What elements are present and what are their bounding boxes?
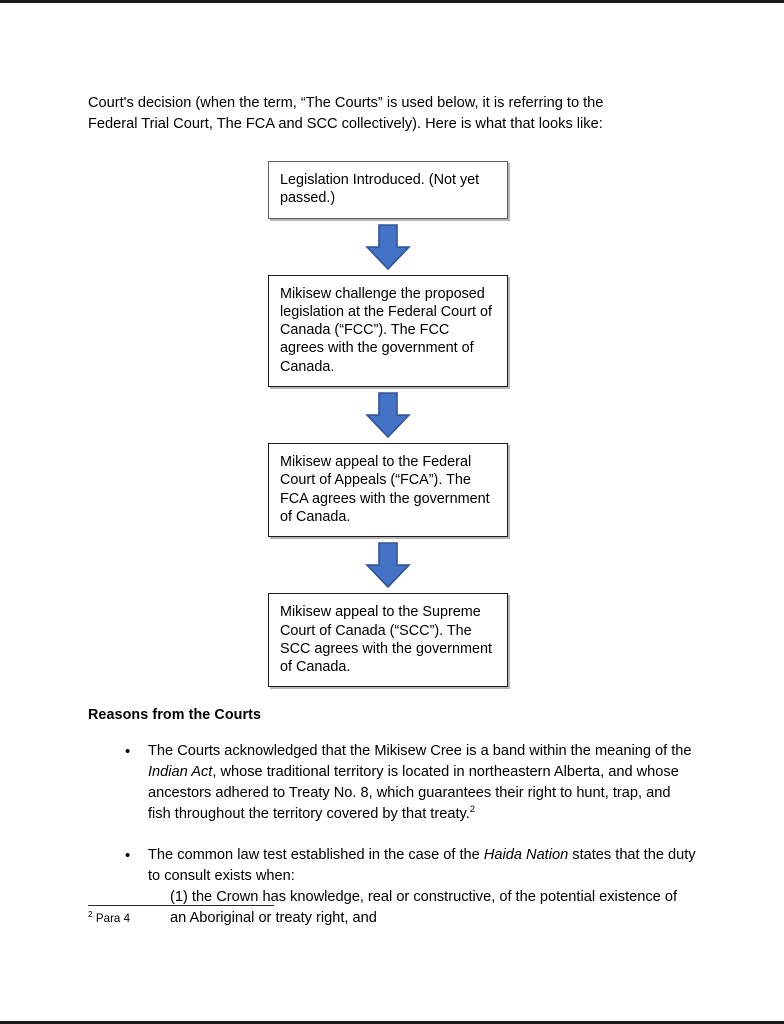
flow-step-scc bbox=[268, 593, 508, 687]
flowchart bbox=[88, 161, 696, 687]
section-heading-reasons: Reasons from the Courts bbox=[88, 707, 262, 724]
flow-step-text: Mikisew appeal to the Supreme Court of Canada (“SCC”). The SCC agrees with the government of Canada. bbox=[280, 604, 492, 676]
down-arrow-icon bbox=[365, 541, 411, 589]
bullet-text-part1: The Courts acknowledged that the Mikisew Cree is a band within the meaning of the bbox=[148, 743, 692, 760]
flow-arrow-1 bbox=[268, 219, 508, 275]
bullet-text-part2: states that the duty to consult exists when: bbox=[148, 847, 696, 885]
footnote-body: Para 4 bbox=[92, 912, 131, 925]
list-item bbox=[88, 741, 696, 825]
footnote bbox=[88, 911, 648, 926]
bullet-marker: • bbox=[125, 847, 131, 865]
footnote-area bbox=[88, 905, 648, 926]
footnote-separator bbox=[88, 905, 274, 906]
flow-step-fca bbox=[268, 443, 508, 537]
bullet-text bbox=[148, 741, 696, 825]
intro-paragraph: Court's decision (when the term, “The Courts” is used below, it is referring to the Federal Trial Court, The FCA and SCC collectively). Here is what that looks like: bbox=[88, 95, 604, 132]
flow-step-text: Legislation Introduced. (Not yet passed.) bbox=[280, 172, 480, 207]
bullet-italic-haida-nation: Haida Nation bbox=[483, 847, 569, 864]
bullet-text bbox=[148, 845, 696, 887]
down-arrow-icon bbox=[365, 391, 411, 439]
down-arrow-icon bbox=[365, 223, 411, 271]
flow-arrow-3 bbox=[268, 537, 508, 593]
footnote-number: 2 bbox=[88, 909, 93, 920]
bullet-text-part1: The common law test established in the case of the bbox=[148, 847, 484, 864]
bullet-sub-line: (1) the Crown has knowledge, real or constructive, of the potential existence of an Aboriginal or treaty right, and bbox=[170, 889, 677, 927]
bullet-italic-indian-act: Indian Act bbox=[148, 764, 213, 781]
flow-step-text: Mikisew appeal to the Federal Court of Appeals (“FCA”). The FCA agrees with the government of Canada. bbox=[280, 454, 490, 525]
bullet-text-part2: , whose traditional territory is located in northeastern Alberta, and whose ancestors adhered to Treaty No. 8, which guarantees their right to hunt, trap, and fish throughout the territory covered by that treaty. bbox=[148, 764, 679, 823]
reasons-bullet-list bbox=[88, 741, 696, 929]
flow-step-text: Mikisew challenge the proposed legislation at the Federal Court of Canada (“FCC”). The FCC agrees with the government of Canada. bbox=[280, 285, 492, 375]
flow-arrow-2 bbox=[268, 387, 508, 443]
flow-step-legislation bbox=[268, 161, 508, 219]
flow-step-fcc bbox=[268, 275, 508, 387]
page-content bbox=[88, 93, 696, 929]
footnote-reference: 2 bbox=[469, 804, 476, 816]
bullet-marker: • bbox=[125, 743, 131, 761]
